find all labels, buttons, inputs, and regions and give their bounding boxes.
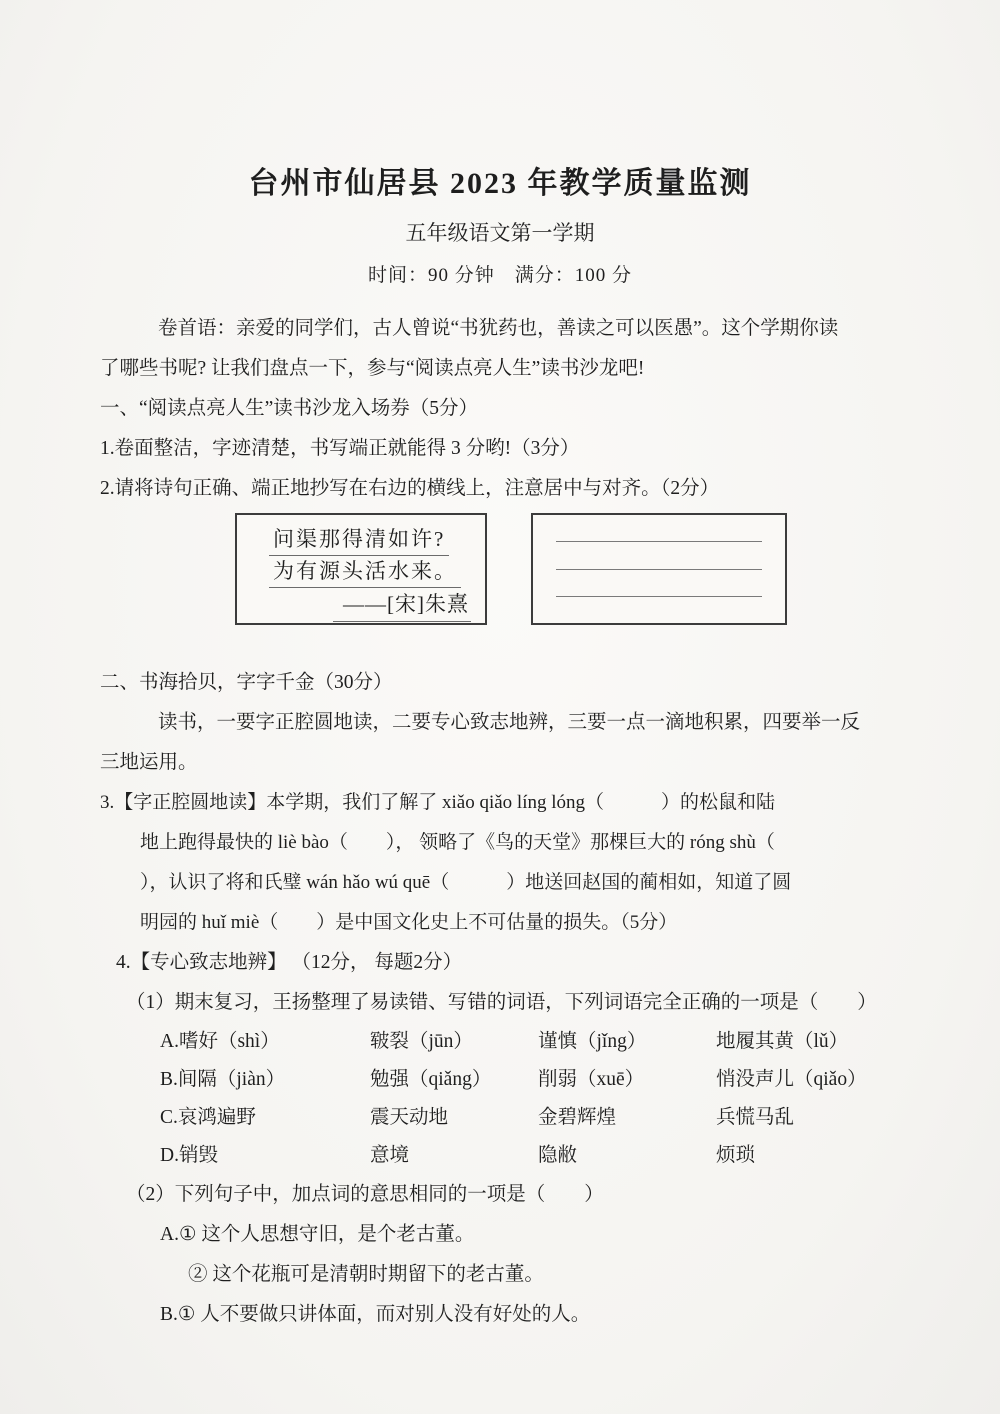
intro-line-1: 卷首语：亲爱的同学们，古人曾说“书犹药也，善读之可以医愚”。这个学期你读 [158,318,839,339]
question-4-heading: 4.【专心致志地辨】 （12分， 每题2分） [116,952,463,973]
option-c-word-2: 震天动地 [370,1107,449,1128]
option-row-a [100,1023,900,1061]
question-1-text: 1.卷面整洁，字迹清楚，书写端正就能得 3 分哟!（3分） [100,438,580,459]
paper-title: 台州市仙居县 2023 年教学质量监测 [248,167,752,200]
poem-line-1-row [251,524,471,556]
poem-line-2: 为有源头活水来。 [269,556,461,588]
question-3-line-4: 明园的 huǐ miè（ ）是中国文化史上不可估量的损失。（5分） [140,912,678,933]
paper-subtitle: 五年级语文第一学期 [405,221,595,245]
option-b-word-3: 削弱（xuē） [538,1069,645,1090]
answer-blank-line-3 [556,596,762,597]
poem-copy-area [235,513,900,627]
option-row-b [100,1061,900,1099]
option-d-word-4: 烦琐 [716,1145,756,1166]
option-row-d [100,1137,900,1175]
poem-line-1: 问渠那得清如许? [269,524,449,556]
question-3-line-1: 3.【字正腔圆地读】本学期，我们了解了 xiǎo qiǎo líng lóng（ ）的松鼠和陆 [100,792,776,813]
option-c-word-1: C.哀鸿遍野 [160,1107,256,1128]
question-4-2-option-a2: ② 这个花瓶可是清朝时期留下的老古董。 [188,1264,544,1285]
poem-attribution-row [251,588,471,622]
option-d-word-1: D.销毁 [160,1145,218,1166]
poem-attribution: ——[宋]朱熹 [333,588,471,622]
option-d-word-3: 隐敝 [538,1145,578,1166]
option-a-word-1: A.嗜好（shì） [160,1031,280,1052]
intro-line-2: 了哪些书呢? 让我们盘点一下，参与“阅读点亮人生”读书沙龙吧! [100,358,645,379]
section2-para-line-2: 三地运用。 [100,752,198,773]
answer-blank-line-1 [556,541,762,542]
option-d-word-2: 意境 [370,1145,410,1166]
option-a-word-4: 地履其黄（lǔ） [716,1031,849,1052]
option-b-word-2: 勉强（qiǎng） [370,1069,492,1090]
section2-heading: 二、书海拾贝，字字千金（30分） [100,672,393,693]
answer-copy-box [531,513,787,625]
question-4-2-option-b1: B.① 人不要做只讲体面，而对别人没有好处的人。 [160,1304,591,1325]
question-3-line-3: ），认识了将和氏璧 wán hǎo wú quē（ ）地送回赵国的蔺相如，知道了圆 [140,872,792,893]
question-4-1-stem: （1）期末复习，王扬整理了易读错、写错的词语，下列词语完全正确的一项是（ ） [126,992,877,1013]
section1-heading: 一、“阅读点亮人生”读书沙龙入场券（5分） [100,398,479,419]
answer-blank-line-2 [556,569,762,570]
section2-para-line-1: 读书，一要字正腔圆地读，二要专心致志地辨，三要一点一滴地积累，四要举一反 [158,712,861,733]
question-2-text: 2.请将诗句正确、端正地抄写在右边的横线上，注意居中与对齐。（2分） [100,478,720,499]
paper-time-score: 时间：90 分钟 满分：100 分 [367,265,632,286]
poem-source-box [235,513,487,625]
question-3-line-2: 地上跑得最快的 liè bào（ ）， 领略了《鸟的天堂》那棵巨大的 róng shù（ [140,832,775,853]
option-c-word-3: 金碧辉煌 [538,1107,617,1128]
option-row-c [100,1099,900,1137]
option-c-word-4: 兵慌马乱 [716,1107,795,1128]
poem-line-2-row [251,556,471,588]
question-4-2-option-a1: A.① 这个人思想守旧，是个老古董。 [160,1224,475,1245]
question-4-2-stem: （2）下列句子中，加点词的意思相同的一项是（ ） [126,1184,604,1205]
option-a-word-3: 谨慎（jǐng） [538,1031,647,1052]
option-b-word-1: B.间隔（jiàn） [160,1069,286,1090]
option-b-word-4: 悄没声儿（qiǎo） [716,1069,867,1090]
option-a-word-2: 皲裂（jūn） [370,1031,473,1052]
